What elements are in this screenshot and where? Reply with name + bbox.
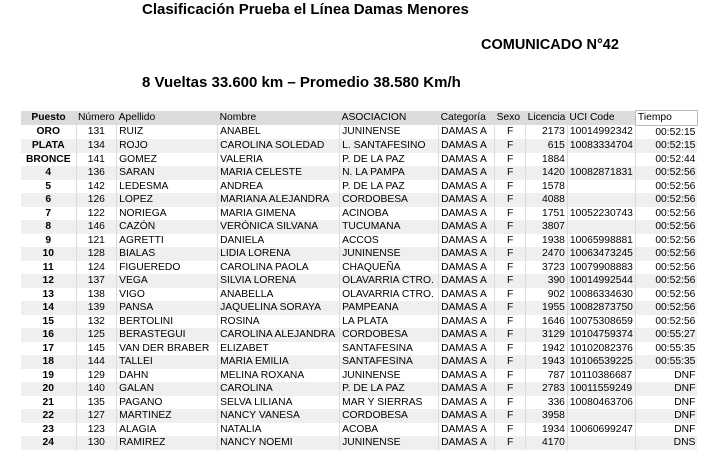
cell-numero: 127 <box>76 409 117 423</box>
cell-tiempo: 00:52:56 <box>655 221 696 232</box>
cell-licencia: 4170 <box>526 436 568 450</box>
cell-asociacion: OLAVARRIA CTRO. <box>340 274 439 288</box>
table-row <box>21 315 697 329</box>
cell-apellido: GOMEZ <box>117 153 218 167</box>
cell-apellido: BERTOLINI <box>117 315 218 329</box>
cell-asociacion: P. DE LA PAZ <box>340 180 439 194</box>
cell-uci-code: 10011559249 <box>567 382 635 396</box>
cell-licencia: 1955 <box>526 301 568 315</box>
cell-puesto: 10 <box>21 247 76 261</box>
cell-numero: 129 <box>76 369 117 383</box>
cell-nombre: MARIA GIMENA <box>218 207 340 221</box>
cell-tiempo: 00:52:56 <box>655 302 696 313</box>
cell-uci-code: 10082873750 <box>567 301 635 315</box>
cell-apellido: CAZÓN <box>117 220 218 234</box>
cell-nombre: CAROLINA PAOLA <box>218 261 340 275</box>
cell-nombre: MARIA CELESTE <box>218 166 340 180</box>
cell-nombre: ELIZABET <box>218 342 340 356</box>
cell-numero: 138 <box>76 288 117 302</box>
cell-puesto: 23 <box>21 423 76 437</box>
cell-numero: 131 <box>76 125 117 139</box>
cell-nombre: ANABEL <box>218 125 340 139</box>
cell-puesto: 17 <box>21 342 76 356</box>
cell-tiempo: 00:52:56 <box>655 180 696 192</box>
cell-nombre: MELINA ROXANA <box>218 369 340 383</box>
cell-tiempo: 00:52:15 <box>655 126 696 138</box>
cell-puesto: 21 <box>21 396 76 410</box>
cell-nombre: SELVA LILIANA <box>218 396 340 410</box>
cell-asociacion: LA PLATA <box>340 315 439 329</box>
cell-categoria: DAMAS A <box>439 125 495 139</box>
cell-licencia: 3958 <box>526 409 568 423</box>
table-row <box>21 207 697 221</box>
cell-nombre: ANDREA <box>218 180 340 194</box>
cell-categoria: DAMAS A <box>439 261 495 275</box>
cell-sexo: F <box>495 207 526 221</box>
cell-licencia: 3723 <box>526 261 568 275</box>
cell-numero: 145 <box>76 342 117 356</box>
col-header-sexo: Sexo <box>496 112 521 123</box>
cell-numero: 123 <box>76 423 117 437</box>
cell-puesto: 18 <box>21 355 76 369</box>
cell-categoria: DAMAS A <box>439 207 495 221</box>
cell-apellido: BERASTEGUI <box>117 328 218 342</box>
cell-categoria: DAMAS A <box>439 234 495 248</box>
cell-apellido: RUIZ <box>117 125 218 139</box>
cell-puesto: 13 <box>21 288 76 302</box>
cell-uci-code: 10080463706 <box>567 396 635 410</box>
cell-asociacion: JUNINENSE <box>340 369 439 383</box>
cell-sexo: F <box>495 261 526 275</box>
cell-uci-code: 10082871831 <box>567 166 635 180</box>
cell-uci-code: 10083334704 <box>567 139 635 153</box>
table-row <box>21 261 697 275</box>
cell-tiempo: 00:55:27 <box>655 329 696 340</box>
cell-tiempo: 00:52:56 <box>655 207 696 219</box>
table-row <box>21 396 697 410</box>
cell-licencia: 2783 <box>526 382 568 396</box>
col-header-apellido: Apellido <box>118 112 156 123</box>
cell-tiempo: 00:52:56 <box>655 275 696 286</box>
cell-nombre: JAQUELINA SORAYA <box>218 301 340 315</box>
cell-apellido: NORIEGA <box>117 207 218 221</box>
cell-nombre: NANCY VANESA <box>218 409 340 423</box>
cell-tiempo: 00:52:44 <box>655 153 696 165</box>
cell-puesto: 16 <box>21 328 76 342</box>
cell-apellido: FIGUEREDO <box>117 261 218 275</box>
cell-nombre: NATALIA <box>218 423 340 437</box>
cell-sexo: F <box>495 247 526 261</box>
cell-nombre: DANIELA <box>218 234 340 248</box>
cell-nombre: MARIANA ALEJANDRA <box>218 193 340 207</box>
cell-nombre: CAROLINA SOLEDAD <box>218 139 340 153</box>
cell-sexo: F <box>495 234 526 248</box>
cell-sexo: F <box>495 423 526 437</box>
cell-apellido: LOPEZ <box>117 193 218 207</box>
cell-puesto: 12 <box>21 274 76 288</box>
cell-licencia: 902 <box>526 288 568 302</box>
cell-numero: 144 <box>76 355 117 369</box>
cell-puesto: 4 <box>21 166 76 180</box>
cell-tiempo: DNF <box>674 369 696 381</box>
cell-tiempo: 00:55:35 <box>655 356 696 367</box>
cell-apellido: AGRETTI <box>117 234 218 248</box>
col-header-licencia: Licencia <box>527 112 566 123</box>
cell-asociacion: JUNINENSE <box>340 436 439 450</box>
cell-nombre: CAROLINA ALEJANDRA <box>218 328 340 342</box>
cell-tiempo: 00:52:56 <box>655 234 696 246</box>
cell-numero: 124 <box>76 261 117 275</box>
cell-nombre: ANABELLA <box>218 288 340 302</box>
table-row <box>21 382 697 396</box>
table-row <box>21 139 697 153</box>
table-row <box>21 288 697 302</box>
cell-numero: 146 <box>76 220 117 234</box>
cell-asociacion: P. DE LA PAZ <box>340 382 439 396</box>
table-row <box>21 409 697 423</box>
table-header-row <box>21 111 697 126</box>
cell-categoria: DAMAS A <box>439 423 495 437</box>
cell-numero: 137 <box>76 274 117 288</box>
cell-sexo: F <box>495 328 526 342</box>
cell-uci-code: 10060699247 <box>567 423 635 437</box>
cell-asociacion: SANTAFESINA <box>340 355 439 369</box>
cell-asociacion: OLAVARRIA CTRO. <box>340 288 439 302</box>
cell-asociacion: ACINOBA <box>340 207 439 221</box>
cell-nombre: VALERIA <box>218 153 340 167</box>
cell-puesto: 24 <box>21 436 76 450</box>
cell-tiempo: 00:52:56 <box>655 315 696 327</box>
table-row <box>21 423 697 437</box>
cell-categoria: DAMAS A <box>439 328 495 342</box>
cell-categoria: DAMAS A <box>439 315 495 329</box>
table-row <box>21 193 697 207</box>
cell-licencia: 1942 <box>526 342 568 356</box>
cell-categoria: DAMAS A <box>439 301 495 315</box>
cell-licencia: 1934 <box>526 423 568 437</box>
cell-puesto: 14 <box>21 301 76 315</box>
col-header-puesto: Puesto <box>31 112 66 123</box>
cell-uci-code: 10014992544 <box>567 274 635 288</box>
table-row <box>21 301 697 315</box>
cell-asociacion: JUNINENSE <box>340 247 439 261</box>
cell-tiempo: 00:52:56 <box>655 261 696 273</box>
cell-asociacion: CORDOBESA <box>340 409 439 423</box>
table-row <box>21 125 697 139</box>
cell-numero: 134 <box>76 139 117 153</box>
cell-puesto: PLATA <box>21 139 76 153</box>
table-row <box>21 180 697 194</box>
cell-licencia: 2470 <box>526 247 568 261</box>
cell-asociacion: CHAQUEÑA <box>340 261 439 275</box>
cell-sexo: F <box>495 220 526 234</box>
cell-sexo: F <box>495 369 526 383</box>
cell-sexo: F <box>495 139 526 153</box>
cell-licencia: 3807 <box>526 220 568 234</box>
cell-sexo: F <box>495 382 526 396</box>
cell-categoria: DAMAS A <box>439 180 495 194</box>
cell-licencia: 1646 <box>526 315 568 329</box>
cell-sexo: F <box>495 125 526 139</box>
cell-uci-code <box>567 180 635 194</box>
cell-categoria: DAMAS A <box>439 409 495 423</box>
cell-asociacion: JUNINENSE <box>340 125 439 139</box>
cell-apellido: VEGA <box>117 274 218 288</box>
cell-categoria: DAMAS A <box>439 139 495 153</box>
page-title: Clasificación Prueba el Línea Damas Menores <box>142 1 469 18</box>
cell-sexo: F <box>495 315 526 329</box>
col-header-uci-code: UCI Code <box>569 112 615 123</box>
cell-sexo: F <box>495 355 526 369</box>
cell-tiempo: DNS <box>673 437 696 448</box>
col-header-numero: Número <box>78 112 115 123</box>
cell-numero: 142 <box>76 180 117 194</box>
cell-uci-code: 10104759374 <box>567 328 635 342</box>
cell-licencia: 615 <box>526 139 568 153</box>
cell-asociacion: P. DE LA PAZ <box>340 153 439 167</box>
cell-asociacion: PAMPEANA <box>340 301 439 315</box>
cell-nombre: SILVIA LORENA <box>218 274 340 288</box>
table-row <box>21 328 697 342</box>
cell-categoria: DAMAS A <box>439 166 495 180</box>
table-row <box>21 436 697 450</box>
cell-categoria: DAMAS A <box>439 153 495 167</box>
cell-sexo: F <box>495 301 526 315</box>
table-row <box>21 153 697 167</box>
cell-puesto: BRONCE <box>21 153 76 167</box>
comunicado-label: COMUNICADO N°42 <box>481 37 619 53</box>
cell-puesto: 6 <box>21 193 76 207</box>
cell-puesto: 11 <box>21 261 76 275</box>
col-header-categoria: Categoría <box>440 112 486 123</box>
cell-sexo: F <box>495 166 526 180</box>
cell-sexo: F <box>495 436 526 450</box>
col-header-nombre: Nombre <box>219 112 257 123</box>
race-summary: 8 Vueltas 33.600 km – Promedio 38.580 Km/h <box>142 74 461 91</box>
cell-licencia: 1943 <box>526 355 568 369</box>
cell-numero: 136 <box>76 166 117 180</box>
cell-tiempo: 00:52:56 <box>655 288 696 300</box>
col-header-tiempo: Tiempo <box>635 111 697 126</box>
cell-categoria: DAMAS A <box>439 382 495 396</box>
cell-puesto: 7 <box>21 207 76 221</box>
cell-categoria: DAMAS A <box>439 396 495 410</box>
cell-licencia: 390 <box>526 274 568 288</box>
cell-licencia: 787 <box>526 369 568 383</box>
cell-tiempo: DNF <box>674 410 696 421</box>
cell-apellido: SARAN <box>117 166 218 180</box>
cell-uci-code <box>567 409 635 423</box>
cell-tiempo: 00:52:56 <box>655 194 696 205</box>
cell-categoria: DAMAS A <box>439 247 495 261</box>
cell-uci-code <box>567 436 635 450</box>
cell-nombre: NANCY NOEMI <box>218 436 340 450</box>
cell-nombre: CAROLINA <box>218 382 340 396</box>
cell-uci-code: 10106539225 <box>567 355 635 369</box>
cell-puesto: 8 <box>21 220 76 234</box>
cell-categoria: DAMAS A <box>439 274 495 288</box>
cell-licencia: 2173 <box>526 125 568 139</box>
cell-numero: 128 <box>76 247 117 261</box>
cell-sexo: F <box>495 274 526 288</box>
cell-asociacion: TUCUMANA <box>340 220 439 234</box>
cell-uci-code: 10052230743 <box>567 207 635 221</box>
cell-categoria: DAMAS A <box>439 369 495 383</box>
results-body <box>21 125 697 450</box>
cell-uci-code: 10079908883 <box>567 261 635 275</box>
cell-nombre: MARIA EMILIA <box>218 355 340 369</box>
cell-uci-code: 10014992342 <box>567 125 635 139</box>
cell-licencia: 1938 <box>526 234 568 248</box>
col-header-asociacion: ASOCIACION <box>341 112 407 123</box>
cell-apellido: GALAN <box>117 382 218 396</box>
cell-tiempo: DNF <box>674 383 696 394</box>
cell-categoria: DAMAS A <box>439 193 495 207</box>
cell-numero: 122 <box>76 207 117 221</box>
cell-nombre: LIDIA LORENA <box>218 247 340 261</box>
cell-uci-code <box>567 193 635 207</box>
cell-tiempo: DNF <box>674 396 696 408</box>
cell-asociacion: ACCOS <box>340 234 439 248</box>
cell-puesto: 9 <box>21 234 76 248</box>
cell-tiempo: 00:52:56 <box>655 167 696 178</box>
cell-apellido: RAMIREZ <box>117 436 218 450</box>
cell-asociacion: L. SANTAFESINO <box>340 139 439 153</box>
cell-asociacion: MAR Y SIERRAS <box>340 396 439 410</box>
cell-puesto: ORO <box>21 125 76 139</box>
cell-asociacion: SANTAFESINA <box>340 342 439 356</box>
cell-uci-code: 10063473245 <box>567 247 635 261</box>
cell-apellido: TALLEI <box>117 355 218 369</box>
cell-tiempo: DNF <box>674 423 696 435</box>
cell-apellido: PANSA <box>117 301 218 315</box>
cell-licencia: 4088 <box>526 193 568 207</box>
cell-numero: 121 <box>76 234 117 248</box>
cell-categoria: DAMAS A <box>439 436 495 450</box>
cell-apellido: PAGANO <box>117 396 218 410</box>
cell-tiempo: 00:52:15 <box>655 140 696 151</box>
cell-sexo: F <box>495 288 526 302</box>
cell-licencia: 1420 <box>526 166 568 180</box>
table-row <box>21 220 697 234</box>
cell-licencia: 1884 <box>526 153 568 167</box>
table-row <box>21 234 697 248</box>
cell-puesto: 5 <box>21 180 76 194</box>
cell-sexo: F <box>495 180 526 194</box>
cell-numero: 140 <box>76 382 117 396</box>
cell-sexo: F <box>495 153 526 167</box>
cell-apellido: MARTINEZ <box>117 409 218 423</box>
cell-sexo: F <box>495 396 526 410</box>
table-row <box>21 166 697 180</box>
cell-sexo: F <box>495 342 526 356</box>
cell-sexo: F <box>495 409 526 423</box>
cell-uci-code: 10075308659 <box>567 315 635 329</box>
cell-puesto: 22 <box>21 409 76 423</box>
cell-uci-code: 10102082376 <box>567 342 635 356</box>
cell-uci-code: 10110386687 <box>567 369 635 383</box>
cell-categoria: DAMAS A <box>439 342 495 356</box>
cell-asociacion: CORDOBESA <box>340 328 439 342</box>
cell-asociacion: ACOBA <box>340 423 439 437</box>
cell-uci-code <box>567 153 635 167</box>
cell-licencia: 336 <box>526 396 568 410</box>
cell-numero: 135 <box>76 396 117 410</box>
table-row <box>21 342 697 356</box>
cell-apellido: LEDESMA <box>117 180 218 194</box>
cell-apellido: DAHN <box>117 369 218 383</box>
cell-puesto: 20 <box>21 382 76 396</box>
table-row <box>21 355 697 369</box>
cell-apellido: BIALAS <box>117 247 218 261</box>
cell-uci-code: 10086334630 <box>567 288 635 302</box>
cell-uci-code <box>567 220 635 234</box>
cell-tiempo: 00:55:35 <box>655 342 696 354</box>
table-row <box>21 274 697 288</box>
cell-asociacion: N. LA PAMPA <box>340 166 439 180</box>
cell-numero: 130 <box>76 436 117 450</box>
cell-categoria: DAMAS A <box>439 220 495 234</box>
cell-categoria: DAMAS A <box>439 355 495 369</box>
cell-numero: 141 <box>76 153 117 167</box>
cell-licencia: 3129 <box>526 328 568 342</box>
cell-nombre: ROSINA <box>218 315 340 329</box>
cell-apellido: VIGO <box>117 288 218 302</box>
table-row <box>21 247 697 261</box>
cell-puesto: 19 <box>21 369 76 383</box>
cell-asociacion: CORDOBESA <box>340 193 439 207</box>
cell-numero: 126 <box>76 193 117 207</box>
cell-puesto: 15 <box>21 315 76 329</box>
cell-numero: 132 <box>76 315 117 329</box>
cell-numero: 139 <box>76 301 117 315</box>
cell-apellido: VAN DER BRABER <box>117 342 218 356</box>
table-row <box>21 369 697 383</box>
cell-uci-code: 10065998881 <box>567 234 635 248</box>
cell-nombre: VERÓNICA SILVANA <box>218 220 340 234</box>
cell-categoria: DAMAS A <box>439 288 495 302</box>
cell-licencia: 1751 <box>526 207 568 221</box>
cell-sexo: F <box>495 193 526 207</box>
results-table <box>21 110 698 450</box>
cell-apellido: ROJO <box>117 139 218 153</box>
cell-apellido: ALAGIA <box>117 423 218 437</box>
cell-numero: 125 <box>76 328 117 342</box>
cell-tiempo: 00:52:56 <box>655 248 696 259</box>
cell-licencia: 1578 <box>526 180 568 194</box>
